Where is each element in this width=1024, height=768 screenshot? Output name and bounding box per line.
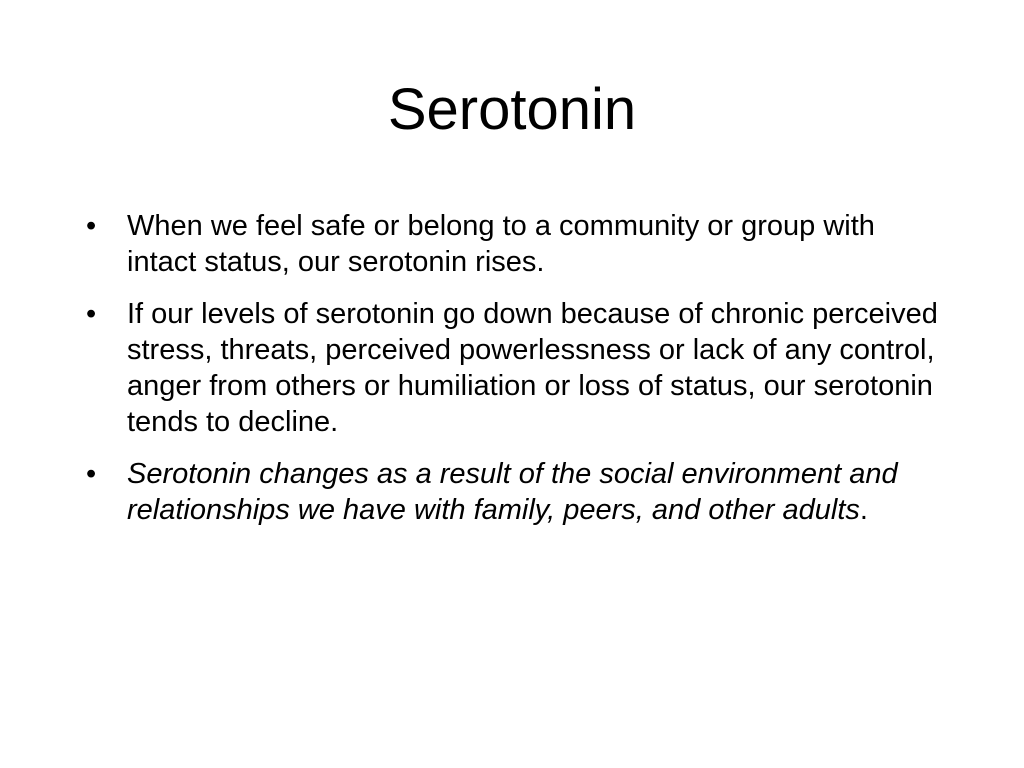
bullet-item-serotonin-decline [86, 296, 946, 440]
bullet-suffix: . [859, 494, 868, 526]
bullet-italic-text: Serotonin changes as a result of the social environment and relationships we have with family, peers, and other adults [127, 458, 898, 526]
bullet-list [86, 208, 946, 544]
bullet-text: When we feel safe or belong to a community or group with intact status, our serotonin rises. [127, 210, 875, 278]
bullet-marker: • [86, 458, 97, 490]
slide-title: Serotonin [387, 77, 637, 142]
bullet-item-social-environment [86, 456, 946, 528]
bullet-text: If our levels of serotonin go down because of chronic perceived stress, threats, perceived powerlessness or lack of any control, anger from others or humiliation or loss of status, our serotonin tends to decline. [127, 298, 938, 438]
bullet-marker: • [86, 298, 97, 330]
bullet-marker: • [86, 210, 97, 242]
bullet-item-safe-belonging [86, 208, 946, 280]
